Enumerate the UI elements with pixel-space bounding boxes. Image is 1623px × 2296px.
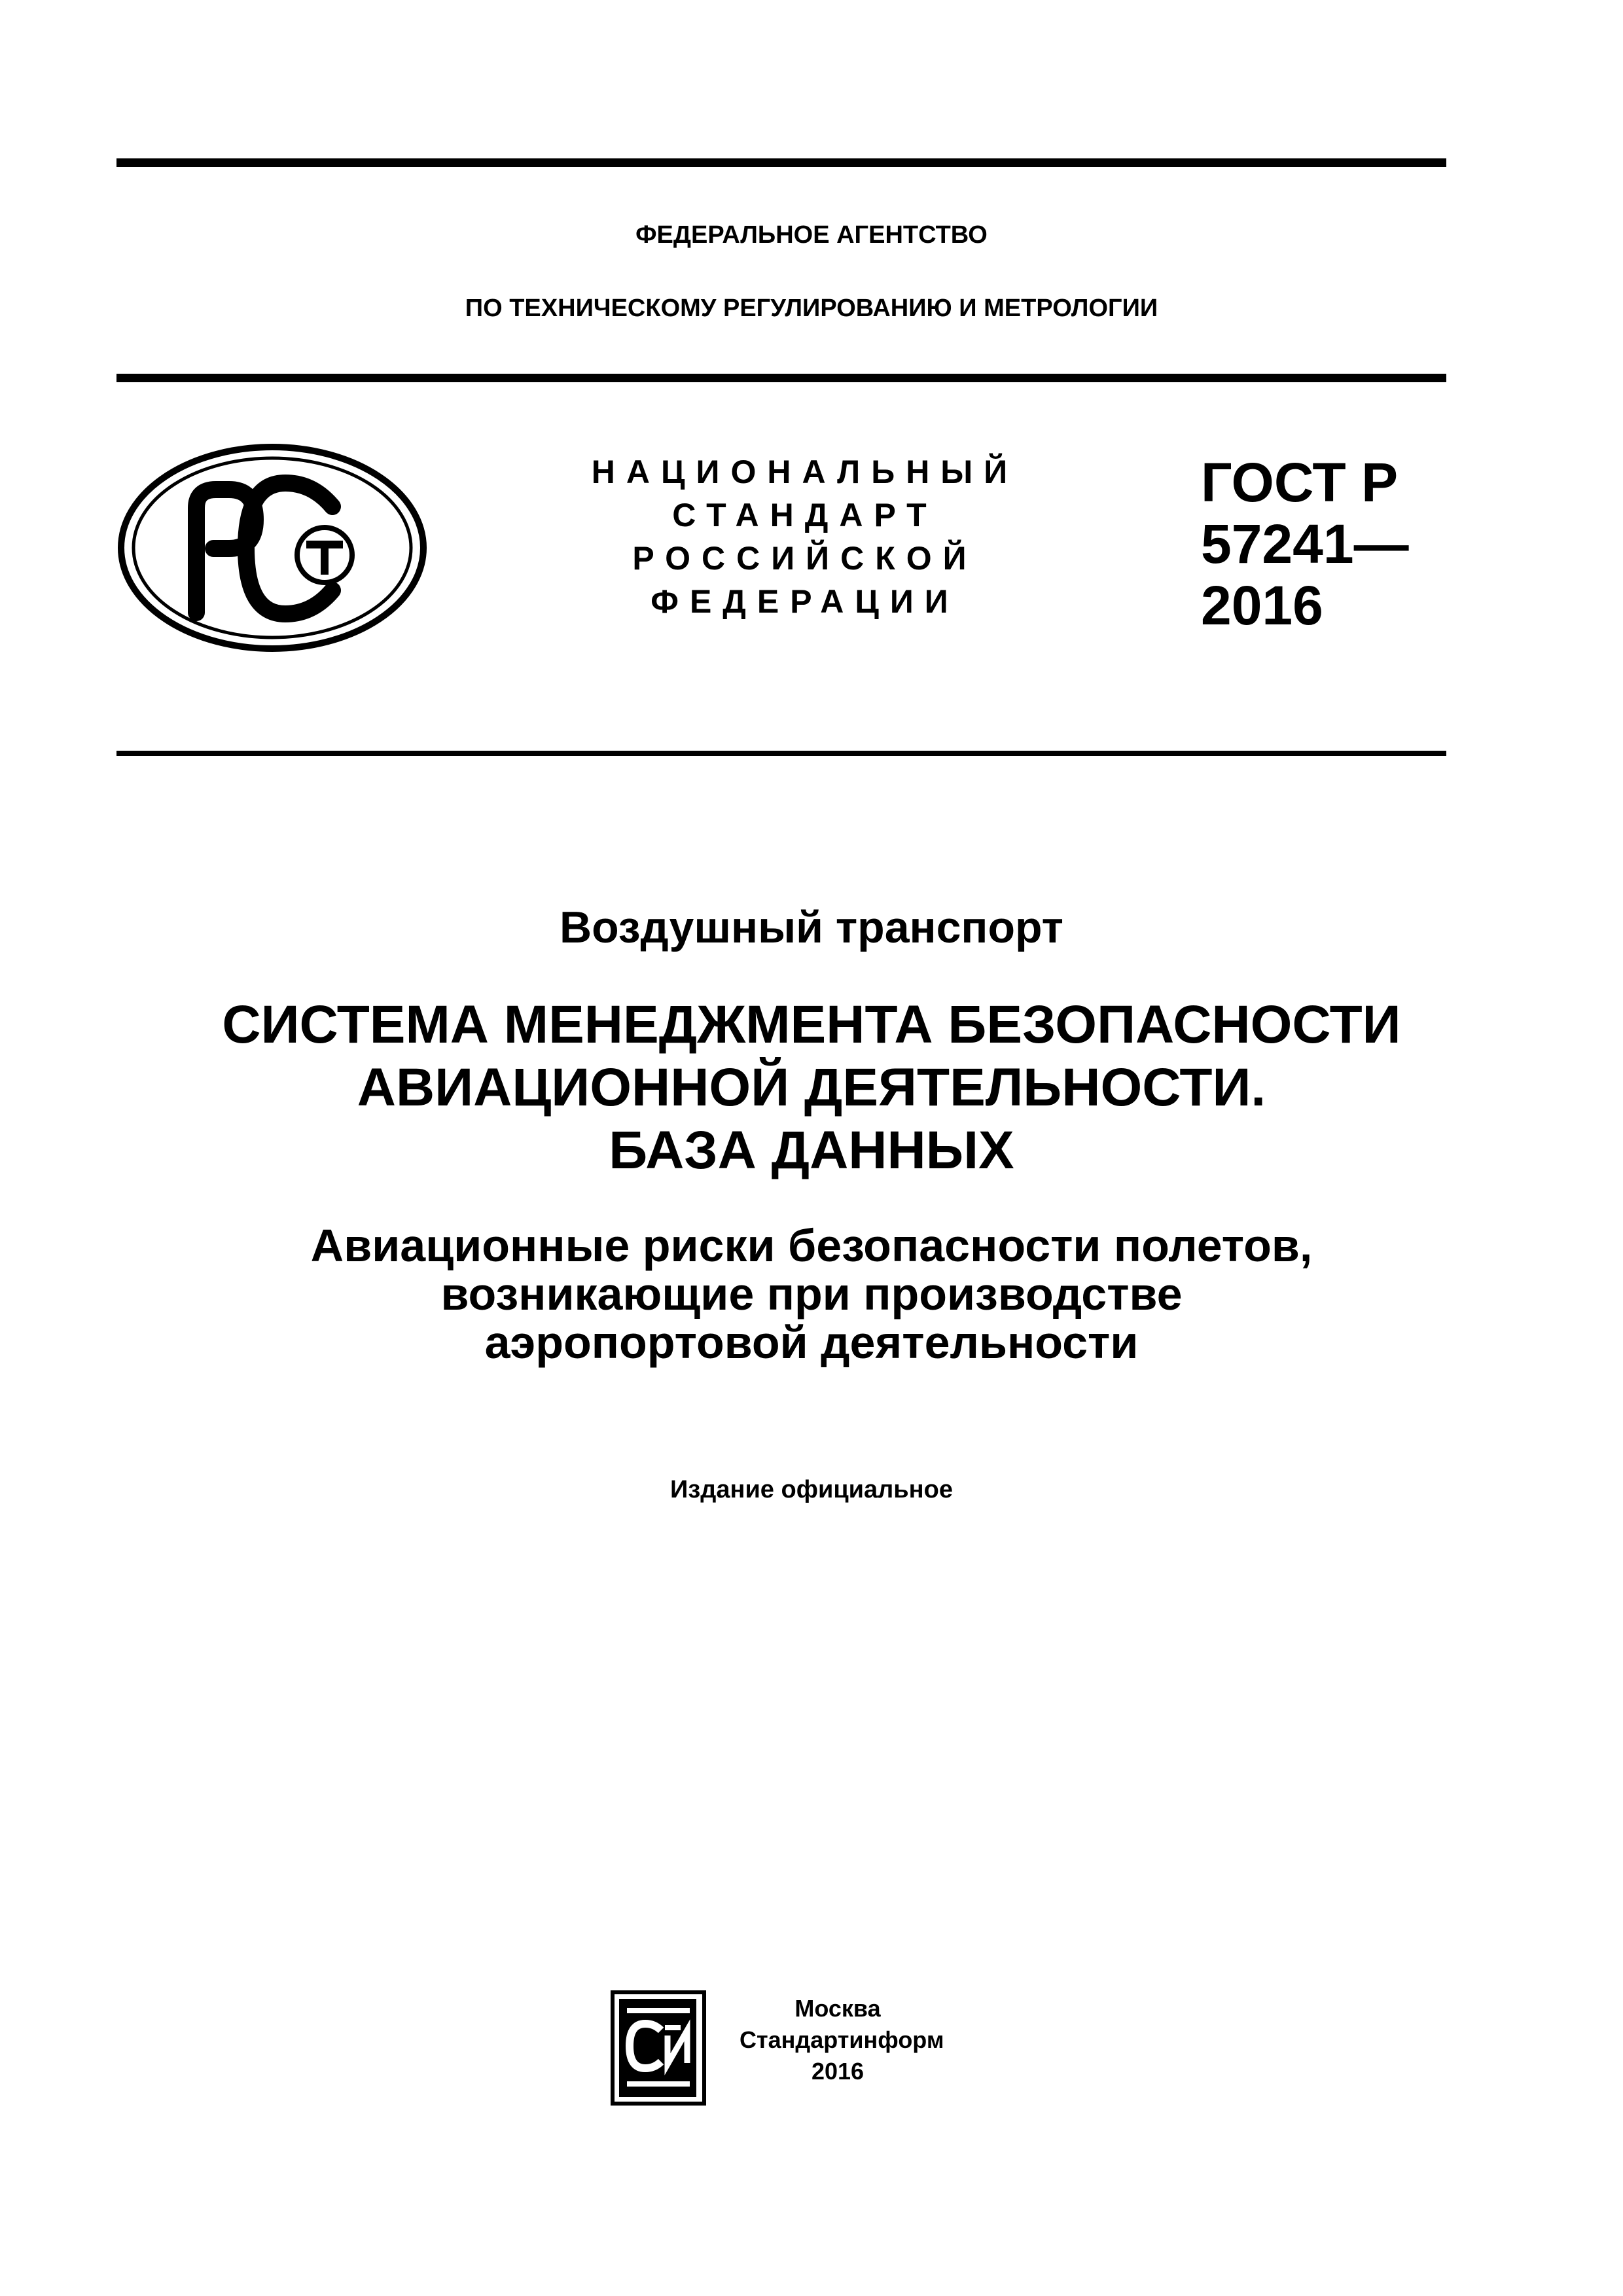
subtitle-line2: возникающие при производстве: [440, 1268, 1183, 1319]
document-subtitle: [0, 1221, 1623, 1367]
standard-type: [576, 450, 1034, 623]
standard-type-line1: НАЦИОНАЛЬНЫЙ: [591, 454, 1019, 490]
agency-bottom-rule: [116, 374, 1446, 382]
designation-line3: 2016: [1201, 575, 1323, 636]
publisher-name: Стандартинформ: [740, 2026, 944, 2053]
standard-type-line3: РОССИЙСКОЙ: [632, 540, 978, 577]
agency-name-line2: ПО ТЕХНИЧЕСКОМУ РЕГУЛИРОВАНИЮ И МЕТРОЛОГИИ: [465, 295, 1158, 322]
header-bottom-rule: [116, 751, 1446, 756]
document-field: Воздушный транспорт: [560, 903, 1063, 952]
standard-type-line4: ФЕДЕРАЦИИ: [651, 583, 959, 620]
publisher-year: 2016: [811, 2058, 865, 2085]
publisher-city: Москва: [794, 1995, 881, 2022]
agency-name-line1: ФЕДЕРАЛЬНОЕ АГЕНТСТВО: [635, 221, 988, 249]
standard-designation: [1201, 452, 1409, 636]
standard-type-line2: СТАНДАРТ: [672, 497, 938, 533]
title-line1: СИСТЕМА МЕНЕДЖМЕНТА БЕЗОПАСНОСТИ: [222, 995, 1401, 1054]
standartinform-logo-icon: [610, 1990, 707, 2109]
designation-line2: 57241—: [1201, 513, 1409, 575]
title-line2: АВИАЦИОННОЙ ДЕЯТЕЛЬНОСТИ.: [357, 1058, 1266, 1117]
subtitle-line3: аэропортовой деятельности: [484, 1317, 1139, 1368]
publisher-block: [740, 1993, 944, 2087]
document-title: [0, 994, 1623, 1182]
rst-certification-mark-icon: [116, 442, 428, 656]
edition-note: Издание официальное: [670, 1476, 953, 1503]
subtitle-line1: Авиационные риски безопасности полетов,: [310, 1220, 1313, 1271]
title-line3: БАЗА ДАННЫХ: [609, 1121, 1014, 1180]
designation-line1: ГОСТ Р: [1201, 452, 1399, 513]
top-rule: [116, 158, 1446, 167]
